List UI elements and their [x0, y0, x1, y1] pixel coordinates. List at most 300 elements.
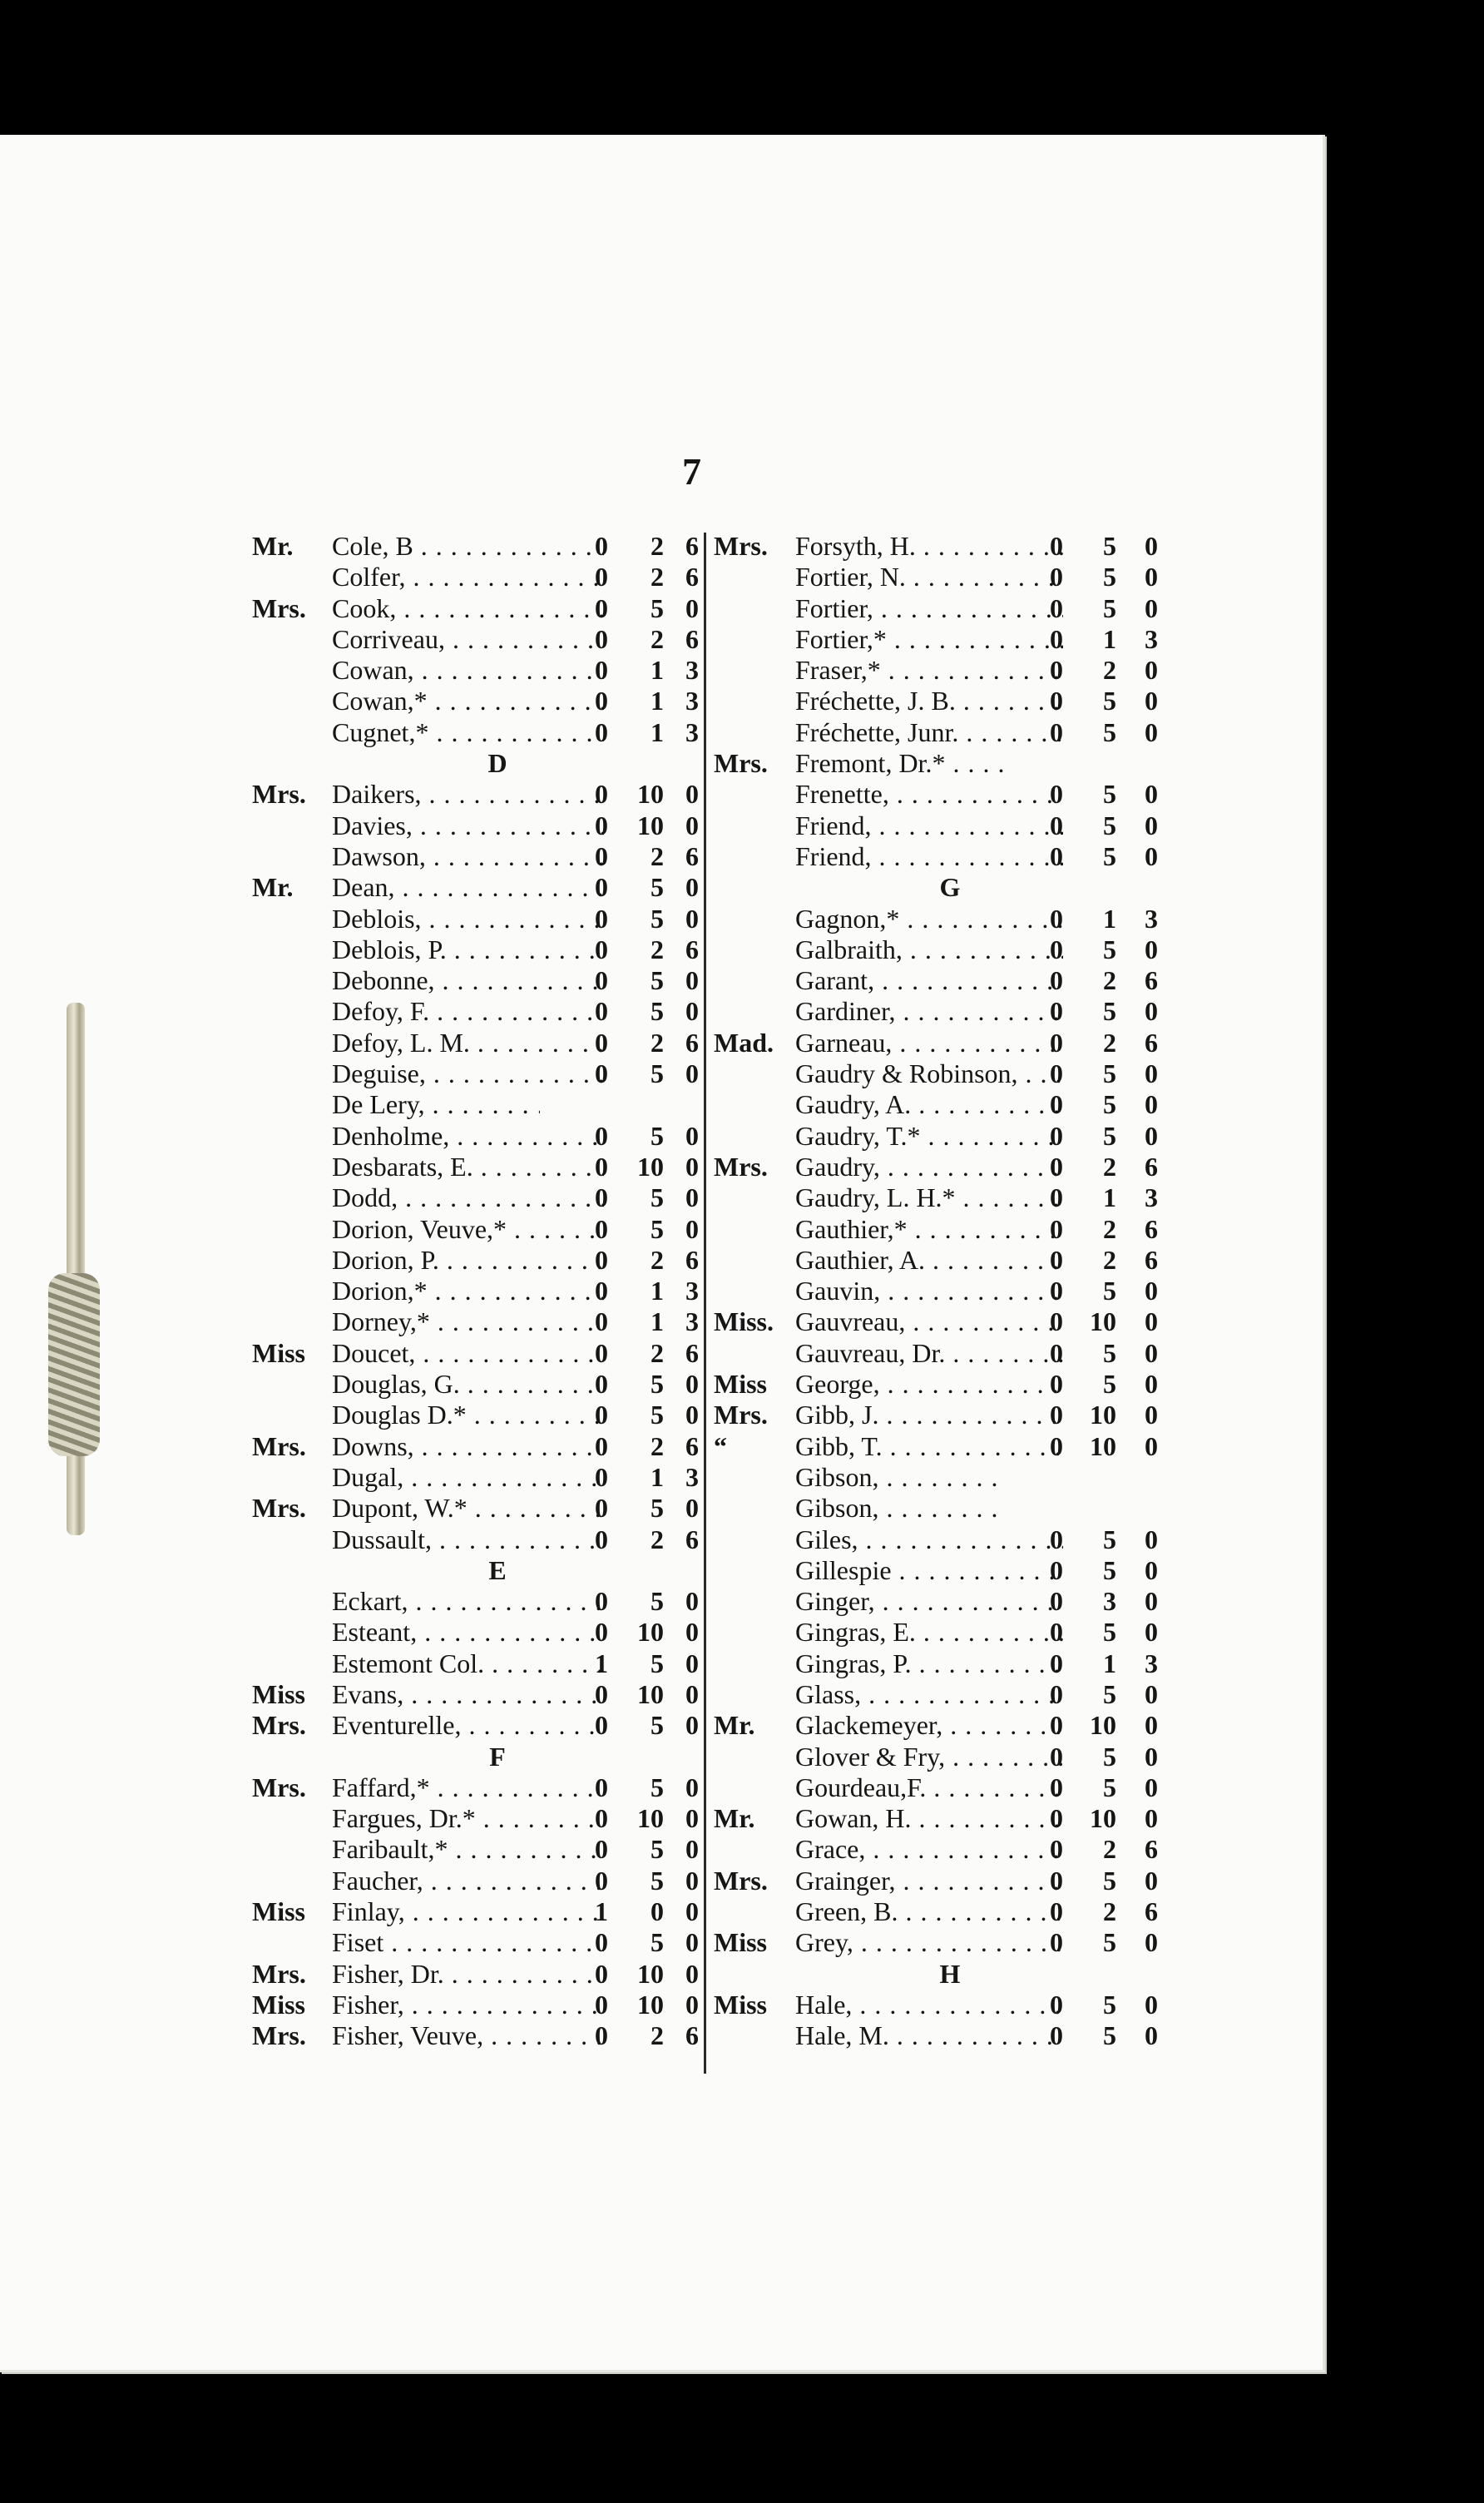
amount-pounds: 0: [1050, 1089, 1063, 1120]
subscriber-row: [709, 904, 1165, 934]
amount-pounds: 0: [1050, 996, 1063, 1027]
amount-pounds: 0: [595, 1151, 608, 1182]
amount-shillings: 5: [650, 1648, 664, 1678]
amount-shillings: 10: [1090, 1710, 1116, 1741]
amount-pence: 0: [1145, 686, 1158, 716]
amount-shillings: 5: [1103, 1741, 1116, 1772]
amount-pence: 0: [1145, 779, 1158, 810]
subscriber-name: Dorney,* . . .: [332, 1306, 604, 1337]
amount-shillings: 1: [650, 1461, 664, 1492]
amount-pounds: 0: [1050, 1276, 1063, 1306]
amount-shillings: 3: [1103, 1586, 1116, 1617]
subscriber-title: Miss: [252, 1678, 305, 1709]
subscriber-row: [709, 593, 1165, 624]
amount-shillings: 10: [637, 810, 664, 840]
amount-pence: 0: [685, 1369, 699, 1400]
amount-shillings: 5: [1103, 1058, 1116, 1089]
subscriber-row: [252, 624, 701, 655]
amount-shillings: 5: [650, 1710, 664, 1741]
amount-shillings: 1: [1103, 1182, 1116, 1213]
subscriber-name: Faffard,* . . .: [332, 1772, 604, 1803]
subscriber-row: [252, 1493, 701, 1524]
subscriber-row: [709, 2020, 1165, 2051]
section-letter: E: [488, 1554, 507, 1585]
amount-pence: 6: [685, 934, 699, 964]
amount-shillings: 2: [650, 623, 664, 654]
subscriber-row: [709, 1400, 1165, 1430]
amount-pounds: 0: [1050, 1213, 1063, 1244]
amount-shillings: 1: [650, 655, 664, 686]
subscriber-row: [709, 624, 1165, 655]
amount-shillings: 10: [1090, 1803, 1116, 1834]
subscriber-name: Debonne, . . .: [332, 965, 604, 996]
amount-pence: 0: [1145, 562, 1158, 592]
subscriber-name: Glass, . . .: [795, 1679, 1063, 1710]
subscriber-row: [252, 1431, 701, 1462]
subscriber-row: [709, 1524, 1165, 1555]
subscriber-name: Fortier, . . .: [795, 593, 1063, 624]
subscriber-name: Fisher, . . .: [332, 1990, 604, 2020]
amount-shillings: 2: [1103, 655, 1116, 686]
amount-pence: 0: [1145, 1989, 1158, 2020]
subscriber-name: Dodd, . . .: [332, 1182, 604, 1213]
amount-pence: 3: [1145, 1182, 1158, 1213]
amount-pence: 0: [1145, 1865, 1158, 1896]
amount-pounds: 0: [595, 1493, 608, 1524]
subscriber-row: [709, 1306, 1165, 1337]
subscriber-name: Fisher, Dr. . . .: [332, 1959, 604, 1990]
amount-pence: 3: [685, 1461, 699, 1492]
amount-shillings: 5: [1103, 934, 1116, 964]
subscriber-name: Colfer, . . .: [332, 562, 604, 592]
subscriber-name: Gibb, J. . . .: [795, 1400, 1063, 1430]
subscriber-name: Fortier, N. . . .: [795, 562, 1063, 592]
subscriber-row: [252, 841, 701, 872]
subscriber-row: [252, 1524, 701, 1555]
subscriber-name: Denholme, . . .: [332, 1121, 604, 1152]
right-column: [709, 531, 1165, 2052]
amount-pounds: 0: [595, 592, 608, 623]
amount-pence: 0: [685, 810, 699, 840]
subscriber-name: Dupont, W.* . . .: [332, 1493, 604, 1524]
subscriber-name: Cook, . . .: [332, 593, 604, 624]
amount-pounds: 0: [595, 1772, 608, 1802]
subscriber-row: [709, 531, 1165, 562]
amount-pence: 6: [1145, 1834, 1158, 1865]
amount-pence: 0: [685, 1586, 699, 1617]
subscriber-row: [709, 841, 1165, 872]
subscriber-row: [252, 2020, 701, 2051]
subscriber-row: [709, 1431, 1165, 1462]
subscriber-row: [709, 965, 1165, 996]
amount-pence: 0: [1145, 840, 1158, 871]
subscriber-name: Gaudry, . . .: [795, 1152, 1063, 1182]
subscriber-row: [709, 1182, 1165, 1213]
subscriber-title: Mrs.: [714, 1865, 768, 1896]
subscriber-name: Gingras, P. . . .: [795, 1648, 1063, 1679]
amount-pounds: 0: [1050, 562, 1063, 592]
amount-pence: 0: [1145, 1710, 1158, 1741]
subscriber-title: Mrs.: [714, 1400, 768, 1430]
amount-pounds: 0: [595, 1803, 608, 1834]
amount-pounds: 0: [1050, 779, 1063, 810]
amount-pounds: 0: [595, 1306, 608, 1337]
amount-pence: 6: [1145, 1244, 1158, 1275]
left-column: [252, 531, 701, 2052]
subscriber-name: Esteant, . . .: [332, 1617, 604, 1648]
amount-pounds: 0: [1050, 531, 1063, 561]
amount-pounds: 0: [595, 1058, 608, 1089]
amount-pounds: 0: [1050, 1244, 1063, 1275]
amount-pence: 0: [685, 1182, 699, 1213]
amount-pence: 0: [1145, 1524, 1158, 1554]
amount-pounds: 0: [1050, 1648, 1063, 1678]
amount-pence: 0: [685, 1648, 699, 1678]
subscriber-row: [252, 872, 701, 903]
amount-pounds: 0: [595, 1369, 608, 1400]
subscriber-name: Glackemeyer, . . .: [795, 1710, 1063, 1741]
subscriber-row: [709, 686, 1165, 716]
amount-pounds: 0: [595, 1182, 608, 1213]
amount-shillings: 5: [1103, 1120, 1116, 1151]
subscriber-row: [252, 1338, 701, 1369]
subscriber-title: Mrs.: [714, 1151, 768, 1182]
amount-pence: 0: [1145, 934, 1158, 964]
amount-shillings: 5: [650, 1493, 664, 1524]
amount-pence: 0: [1145, 996, 1158, 1027]
subscriber-row: [252, 1400, 701, 1430]
amount-shillings: 2: [650, 1524, 664, 1554]
subscriber-row: [252, 1028, 701, 1058]
subscriber-name: Fraser,* . . .: [795, 655, 1063, 686]
amount-shillings: 5: [1103, 1617, 1116, 1648]
subscriber-name: Deblois, . . .: [332, 904, 604, 934]
amount-shillings: 2: [650, 934, 664, 964]
amount-pence: 0: [1145, 1337, 1158, 1368]
amount-pence: 0: [685, 1958, 699, 1989]
amount-pence: 0: [1145, 1617, 1158, 1648]
amount-pence: 3: [1145, 903, 1158, 934]
subscriber-name: Finlay, . . .: [332, 1896, 604, 1927]
subscriber-name: Gowan, H. . . .: [795, 1803, 1063, 1834]
subscriber-title: Mr.: [714, 1803, 755, 1834]
subscriber-name: Gaudry, T.* . . .: [795, 1121, 1063, 1152]
subscriber-name: Garneau, . . .: [795, 1028, 1063, 1058]
subscriber-row: [252, 1121, 701, 1152]
amount-shillings: 5: [1103, 686, 1116, 716]
subscriber-name: Fiset . . .: [332, 1927, 604, 1958]
subscriber-name: Gauthier,* . . .: [795, 1214, 1063, 1245]
amount-pounds: 0: [1050, 592, 1063, 623]
subscriber-row: [709, 1742, 1165, 1772]
subscriber-row: [709, 748, 1165, 779]
subscriber-row: [709, 1493, 1165, 1524]
amount-pounds: 0: [1050, 1306, 1063, 1337]
amount-pence: 0: [685, 1989, 699, 2020]
amount-pounds: 0: [1050, 1927, 1063, 1958]
amount-pounds: 0: [1050, 1430, 1063, 1461]
amount-shillings: 5: [650, 1213, 664, 1244]
subscriber-row: [709, 1834, 1165, 1865]
subscriber-row: [709, 1927, 1165, 1958]
amount-pounds: 0: [1050, 1151, 1063, 1182]
subscriber-row: [709, 717, 1165, 748]
subscriber-row: [252, 1306, 701, 1337]
subscriber-name: Cowan,* . . .: [332, 686, 604, 716]
amount-pence: 0: [1145, 531, 1158, 561]
amount-shillings: 5: [650, 903, 664, 934]
subscriber-row: [709, 1462, 1165, 1493]
subscriber-row: [252, 562, 701, 592]
amount-pence: 0: [685, 1678, 699, 1709]
amount-pounds: 0: [1050, 903, 1063, 934]
amount-shillings: 5: [1103, 1865, 1116, 1896]
section-letter: G: [939, 872, 961, 903]
subscriber-name: Gaudry & Robinson, . . .: [795, 1058, 1063, 1089]
subscriber-row: [252, 1648, 701, 1679]
amount-shillings: 10: [1090, 1430, 1116, 1461]
subscriber-row: [709, 1866, 1165, 1896]
document-page: [0, 135, 1325, 2372]
subscriber-row: [252, 593, 701, 624]
subscriber-row: [252, 1089, 701, 1120]
subscriber-row: [252, 1214, 701, 1245]
subscriber-name: Dugal, . . .: [332, 1462, 604, 1493]
subscriber-title: Miss: [252, 1337, 305, 1368]
subscriber-name: Frenette, . . .: [795, 779, 1063, 810]
amount-shillings: 5: [650, 996, 664, 1027]
subscriber-name: Forsyth, H. . . .: [795, 531, 1063, 562]
amount-pounds: 0: [1050, 716, 1063, 747]
amount-pence: 6: [685, 1430, 699, 1461]
subscriber-name: Galbraith, . . .: [795, 934, 1063, 965]
amount-pounds: 0: [1050, 1989, 1063, 2020]
subscriber-title: Mrs.: [714, 531, 768, 561]
amount-pence: 0: [1145, 1276, 1158, 1306]
subscriber-name: Defoy, F. . . .: [332, 996, 604, 1027]
subscriber-row: [709, 779, 1165, 810]
amount-pounds: 0: [1050, 1710, 1063, 1741]
amount-pounds: 1: [595, 1896, 608, 1927]
amount-pounds: 0: [1050, 1058, 1063, 1089]
subscriber-name: Gauvreau, . . .: [795, 1306, 1063, 1337]
amount-pence: 0: [685, 1058, 699, 1089]
subscriber-row: [709, 1648, 1165, 1679]
amount-shillings: 2: [650, 2020, 664, 2051]
amount-shillings: 10: [637, 779, 664, 810]
subscriber-row: [709, 1679, 1165, 1710]
subscriber-name: Downs, . . .: [332, 1431, 604, 1462]
subscriber-row: [252, 1834, 701, 1865]
amount-shillings: 5: [1103, 1554, 1116, 1585]
section-letter: F: [489, 1741, 506, 1772]
amount-shillings: 2: [1103, 1834, 1116, 1865]
amount-shillings: 2: [1103, 1244, 1116, 1275]
subscriber-name: Doucet, . . .: [332, 1338, 604, 1369]
subscriber-title: Mrs.: [252, 1493, 306, 1524]
amount-pence: 0: [1145, 592, 1158, 623]
section-letter: D: [487, 748, 507, 779]
subscriber-title: Mrs.: [714, 748, 768, 779]
subscriber-row: [709, 934, 1165, 965]
amount-shillings: 1: [1103, 903, 1116, 934]
amount-pence: 0: [685, 1927, 699, 1958]
amount-pence: 0: [685, 1710, 699, 1741]
subscriber-row: [252, 1462, 701, 1493]
amount-pounds: 0: [1050, 1834, 1063, 1865]
amount-pounds: 0: [595, 996, 608, 1027]
subscriber-row: [709, 1803, 1165, 1834]
amount-shillings: 2: [1103, 1027, 1116, 1058]
amount-shillings: 10: [637, 1803, 664, 1834]
amount-pounds: 0: [595, 1213, 608, 1244]
amount-shillings: 5: [1103, 1772, 1116, 1802]
amount-pounds: 0: [595, 655, 608, 686]
amount-pounds: 0: [1050, 1741, 1063, 1772]
amount-pounds: 0: [595, 623, 608, 654]
subscriber-name: Corriveau, . . .: [332, 624, 604, 655]
subscriber-row: [252, 996, 701, 1027]
amount-pence: 0: [685, 903, 699, 934]
amount-shillings: 5: [650, 1182, 664, 1213]
amount-pounds: 1: [595, 1648, 608, 1678]
amount-pence: 6: [685, 2020, 699, 2051]
subscriber-name: Cowan, . . .: [332, 655, 604, 686]
amount-pounds: 0: [1050, 1803, 1063, 1834]
amount-pounds: 0: [595, 562, 608, 592]
subscriber-name: Gibson, . . .: [795, 1493, 1003, 1524]
amount-pounds: 0: [1050, 1027, 1063, 1058]
amount-shillings: 2: [1103, 1896, 1116, 1927]
subscriber-row: [252, 1959, 701, 1990]
amount-pence: 0: [685, 872, 699, 903]
subscriber-name: Estemont Col. . . .: [332, 1648, 604, 1679]
amount-pounds: 0: [595, 1461, 608, 1492]
amount-pence: 0: [685, 1617, 699, 1648]
subscriber-row: [709, 1555, 1165, 1586]
subscriber-row: [709, 1121, 1165, 1152]
amount-shillings: 1: [650, 686, 664, 716]
subscriber-row: [252, 810, 701, 841]
subscriber-row: [709, 1214, 1165, 1245]
subscriber-row: [252, 1803, 701, 1834]
amount-pounds: 0: [595, 1958, 608, 1989]
amount-shillings: 5: [1103, 2020, 1116, 2051]
amount-pence: 6: [1145, 1896, 1158, 1927]
subscriber-name: Ginger, . . .: [795, 1586, 1063, 1617]
amount-shillings: 2: [650, 1337, 664, 1368]
amount-pounds: 0: [595, 1927, 608, 1958]
amount-pence: 0: [1145, 1586, 1158, 1617]
amount-shillings: 2: [1103, 1151, 1116, 1182]
subscriber-name: Dorion,* . . .: [332, 1276, 604, 1306]
amount-pounds: 0: [1050, 1120, 1063, 1151]
amount-shillings: 5: [650, 965, 664, 996]
amount-shillings: 5: [650, 872, 664, 903]
subscriber-title: Miss: [252, 1989, 305, 2020]
subscriber-row: [252, 1990, 701, 2020]
amount-pounds: 0: [1050, 623, 1063, 654]
subscriber-name: Garant, . . .: [795, 965, 1063, 996]
amount-pounds: 0: [595, 2020, 608, 2051]
subscriber-name: Gagnon,* . . .: [795, 904, 1063, 934]
amount-pence: 0: [1145, 1678, 1158, 1709]
amount-shillings: 2: [650, 562, 664, 592]
amount-shillings: 5: [1103, 1678, 1116, 1709]
subscriber-name: Gillespie . . .: [795, 1555, 1063, 1586]
amount-shillings: 1: [650, 716, 664, 747]
amount-shillings: 10: [637, 1151, 664, 1182]
amount-pounds: 0: [595, 1678, 608, 1709]
subscriber-row: [709, 1586, 1165, 1617]
amount-pounds: 0: [1050, 1865, 1063, 1896]
subscriber-name: Dorion, Veuve,* . . .: [332, 1214, 604, 1245]
amount-pence: 0: [1145, 1120, 1158, 1151]
amount-pounds: 0: [595, 1337, 608, 1368]
amount-pounds: 0: [1050, 1524, 1063, 1554]
subscriber-row: [709, 810, 1165, 841]
amount-shillings: 5: [650, 1120, 664, 1151]
subscriber-name: Gaudry, L. H.* . . .: [795, 1182, 1063, 1213]
subscriber-name: George, . . .: [795, 1369, 1063, 1400]
subscriber-row: [252, 686, 701, 716]
subscriber-name: Gauvin, . . .: [795, 1276, 1063, 1306]
subscriber-row: [252, 1896, 701, 1927]
amount-pence: 0: [685, 1400, 699, 1430]
amount-pounds: 0: [1050, 1182, 1063, 1213]
amount-pence: 0: [685, 1120, 699, 1151]
amount-pounds: 0: [1050, 934, 1063, 964]
subscriber-name: Eventurelle, . . .: [332, 1710, 604, 1741]
amount-pence: 0: [685, 1834, 699, 1865]
subscriber-row: [709, 1245, 1165, 1276]
subscriber-name: Gourdeau,F. . . .: [795, 1772, 1063, 1803]
amount-pence: 0: [1145, 1741, 1158, 1772]
amount-shillings: 10: [637, 1958, 664, 1989]
subscriber-name: Gardiner, . . .: [795, 996, 1063, 1027]
amount-pence: 0: [685, 1772, 699, 1802]
amount-pence: 0: [1145, 1554, 1158, 1585]
subscriber-title: Miss: [714, 1927, 767, 1958]
subscriber-row: [252, 779, 701, 810]
amount-shillings: 10: [637, 1678, 664, 1709]
amount-pence: 6: [685, 562, 699, 592]
amount-shillings: 5: [1103, 996, 1116, 1027]
amount-pounds: 0: [595, 1400, 608, 1430]
subscriber-name: Green, B. . . .: [795, 1896, 1063, 1927]
subscriber-name: Defoy, L. M. . . .: [332, 1028, 604, 1058]
subscriber-row: [252, 1866, 701, 1896]
subscriber-name: Douglas, G. . . .: [332, 1369, 604, 1400]
subscriber-row: [709, 655, 1165, 686]
amount-pounds: 0: [1050, 1586, 1063, 1617]
amount-pounds: 0: [1050, 2020, 1063, 2051]
subscriber-name: Dussault, . . .: [332, 1524, 604, 1555]
amount-pence: 0: [1145, 1089, 1158, 1120]
amount-pounds: 0: [1050, 965, 1063, 996]
amount-pence: 0: [685, 1151, 699, 1182]
binding-knot: [48, 1273, 100, 1456]
subscriber-row: [252, 717, 701, 748]
subscriber-name: Grey, . . .: [795, 1927, 1063, 1958]
amount-shillings: 5: [1103, 840, 1116, 871]
amount-shillings: 1: [1103, 623, 1116, 654]
amount-shillings: 5: [650, 1865, 664, 1896]
subscriber-name: Hale, . . .: [795, 1990, 1063, 2020]
amount-pounds: 0: [595, 716, 608, 747]
subscriber-name: Davies, . . .: [332, 810, 604, 841]
amount-pounds: 0: [595, 1430, 608, 1461]
